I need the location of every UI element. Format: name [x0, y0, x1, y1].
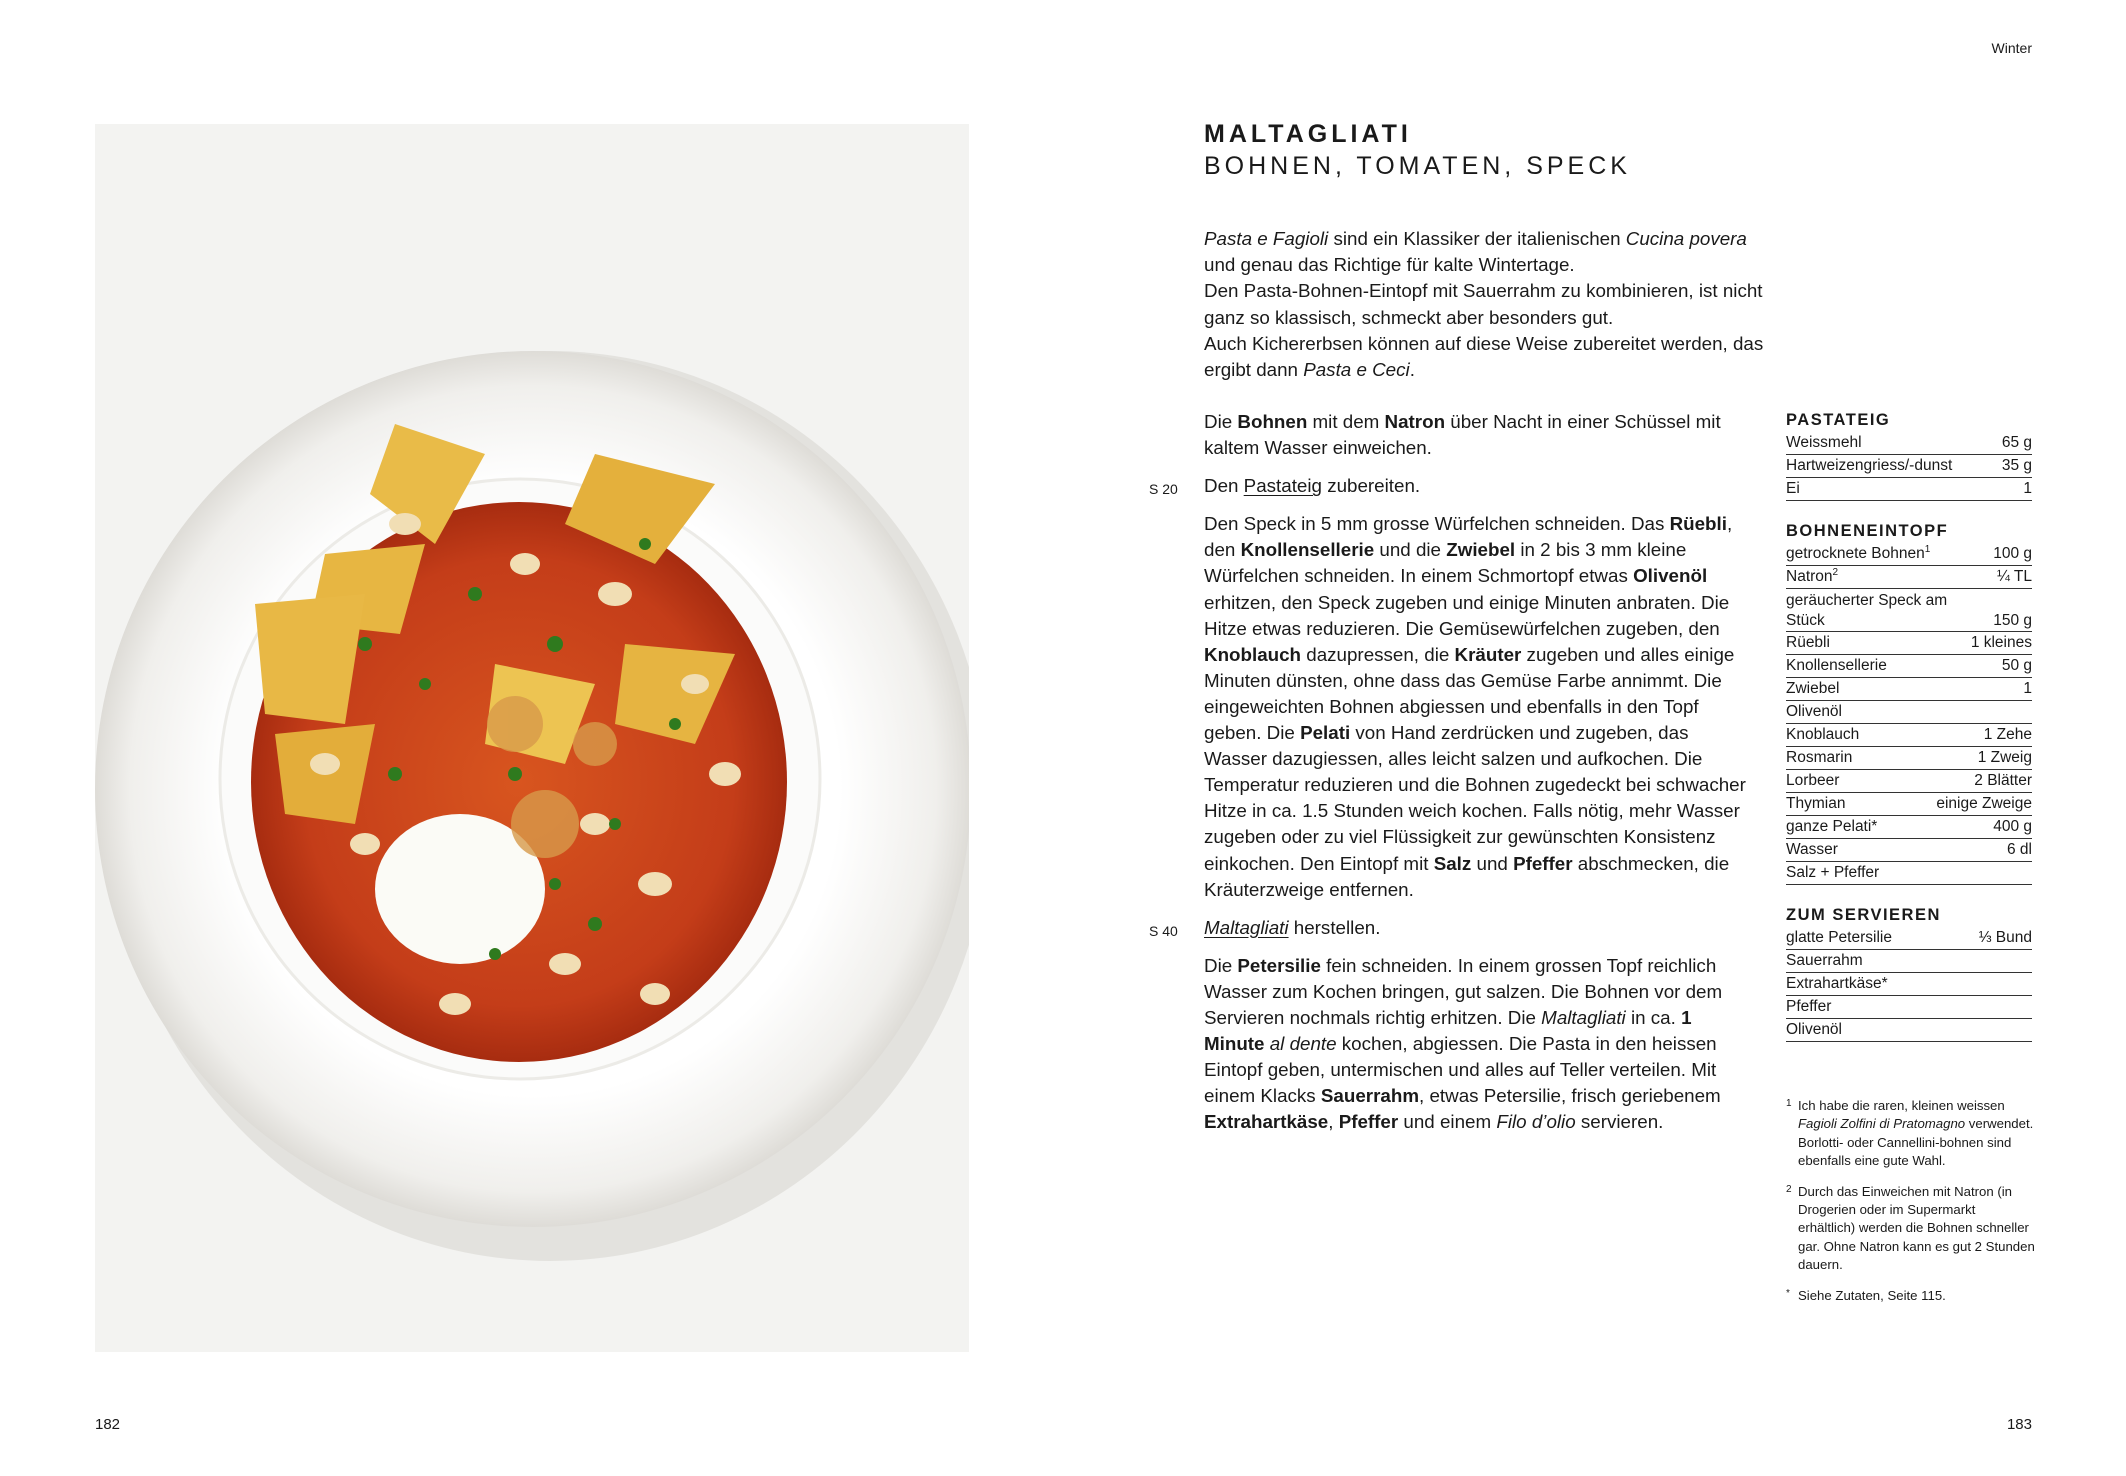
- ingredient-row: [1786, 747, 2032, 770]
- ingredient-quantity: 1 kleines: [1970, 634, 2032, 651]
- intro-italic: Pasta e Fagioli: [1204, 228, 1329, 249]
- footnote-1: 1 Ich habe die raren, kleinen weissen Fagioli Zolfini di Pratomagno verwendet. Borlotti- oder Cannellini-bohnen sind ebenfalls eine gute Wahl.: [1786, 1098, 2034, 1169]
- ingredient-group-heading: PASTATEIG: [1786, 411, 1891, 429]
- intro-text: .: [1409, 359, 1415, 381]
- maltagliati-link[interactable]: Maltagliati: [1204, 916, 1289, 938]
- ingredient-name: Lorbeer: [1786, 772, 1840, 789]
- ingredient-row: [1786, 455, 2032, 478]
- ingredient-row: [1786, 589, 2032, 632]
- ingredient-name: Hartweizengriess/-dunst: [1786, 457, 1953, 474]
- ingredient-name: Zwiebel: [1786, 680, 1840, 697]
- ingredient-row: [1786, 724, 2032, 747]
- ingredient-row: [1786, 678, 2032, 701]
- ingredient-name: getrocknete Bohnen$^1$: [1786, 543, 1931, 562]
- ingredient-list: [1786, 411, 2032, 1063]
- ingredient-row: [1786, 566, 2032, 589]
- ingredient-row: [1786, 839, 2032, 862]
- ingredient-name: Thymian: [1786, 795, 1846, 812]
- section-label: Winter: [1991, 40, 2032, 56]
- dish-illustration: [95, 124, 969, 1352]
- footnotes: [1786, 1097, 2036, 1317]
- ingredient-quantity: einige Zweige: [1936, 795, 2032, 812]
- ingredient-quantity: 50 g: [2001, 657, 2032, 674]
- page-reference: S 40: [1149, 922, 1178, 939]
- ingredient-name: Extrahartkäse*: [1786, 975, 1888, 992]
- ingredient-row: [1786, 632, 2032, 655]
- ingredient-row: [1786, 1019, 2032, 1042]
- ingredient-quantity: 1 Zweig: [1977, 749, 2032, 766]
- dish-photo: [95, 124, 969, 1352]
- ingredient-name: Sauerrahm: [1786, 952, 1863, 969]
- recipe-title-sub: BOHNEN, TOMATEN, SPECK: [1204, 152, 1631, 180]
- intro-text: und genau das Richtige für kalte Wintertage.: [1204, 254, 1575, 276]
- ingredient-name: Wasser: [1786, 841, 1838, 858]
- ingredient-row: [1786, 655, 2032, 678]
- ingredient-group-heading: BOHNENEINTOPF: [1786, 522, 1949, 540]
- intro-italic: Cucina povera: [1625, 228, 1747, 249]
- page-number-right: 183: [2006, 1416, 2032, 1433]
- ingredient-row: [1786, 478, 2032, 501]
- pastateig-link[interactable]: Pastateig: [1243, 475, 1322, 497]
- recipe-intro: [1204, 226, 1764, 383]
- footnote-2: 2 Durch das Einweichen mit Natron (in Drogerien oder im Supermarkt erhältlich) werden die Bohnen schneller gar. Ohne Natron kann es gut 2 Stunden dauern.: [1786, 1183, 2035, 1273]
- ingredient-name: Natron$^2$: [1786, 566, 1839, 585]
- ingredient-quantity: ¼ TL: [1996, 568, 2032, 585]
- ingredient-name: Salz + Pfeffer: [1786, 864, 1880, 881]
- ingredient-name: Knollensellerie: [1786, 657, 1887, 674]
- ingredient-name: Olivenöl: [1786, 703, 1842, 720]
- ingredient-name: Rosmarin: [1786, 749, 1853, 766]
- page-number-left: 182: [95, 1416, 121, 1433]
- ingredient-name: geräucherter Speck am Stück: [1786, 592, 1948, 629]
- ingredient-quantity: 35 g: [2001, 457, 2032, 474]
- recipe-method: [1149, 409, 1752, 1147]
- ingredient-name: ganze Pelati*: [1786, 818, 1878, 835]
- ingredient-quantity: 1 Zehe: [1983, 726, 2032, 743]
- ingredient-group: [1786, 906, 2032, 1042]
- footnote-marker: 2: [1832, 566, 1839, 578]
- intro-text: Den Pasta-Bohnen-Eintopf mit Sauerrahm zu kombinieren, ist nicht ganz so klassisch, schmeckt aber besonders gut.: [1204, 280, 1763, 328]
- footnote-3: * Siehe Zutaten, Seite 115.: [1786, 1287, 1946, 1303]
- ingredient-row: [1786, 973, 2032, 996]
- ingredient-group: [1786, 522, 2032, 885]
- ingredient-quantity: 6 dl: [2007, 841, 2032, 858]
- ingredient-name: Pfeffer: [1786, 998, 1832, 1015]
- ingredient-row: [1786, 816, 2032, 839]
- ingredient-quantity: 1: [2023, 480, 2032, 497]
- ingredient-quantity: 1: [2023, 680, 2032, 697]
- ingredient-row: [1786, 862, 2032, 885]
- intro-text: Auch Kichererbsen können auf diese Weise zubereitet werden, das ergibt dann: [1204, 332, 1764, 381]
- method-step-soak: Die Bohnen mit dem Natron über Nacht in einer Schüssel mit kaltem Wasser einweichen.: [1204, 411, 1721, 459]
- ingredient-name: Weissmehl: [1786, 434, 1862, 451]
- ingredient-name: Rüebli: [1786, 634, 1830, 651]
- ingredient-row: [1786, 701, 2032, 724]
- ingredient-name: Knoblauch: [1786, 726, 1860, 743]
- method-step-eintopf: Den Speck in 5 mm grosse Würfelchen schneiden. Das Rüebli, den Knollensellerie und die Zwiebel in 2 bis 3 mm kleine Würfelchen schneiden. In einem Schmortopf etwas Olivenöl erhitzen, den Speck zugeben und einige Minuten anbraten. Die Hitze etwas reduzieren. Die Gemüsewürfelchen zugeben, den Knoblauch dazupressen, die Kräuter zugeben und alles einige Minuten dünsten, ohne dass das Gemüse Farbe annimmt. Die eingeweichten Bohnen abgiessen und ebenfalls in den Topf geben. Die Pelati von Hand zerdrücken und zugeben, das Wasser dazugiessen, alles leicht salzen und aufkochen. Die Temperatur reduzieren und die Bohnen zugedeckt bei schwacher Hitze in ca. 1.5 Stunden weich kochen. Falls nötig, mehr Wasser zugeben oder zu viel Flüssigkeit zur gewünschten Konsistenz einkochen. Den Eintopf mit Salz und Pfeffer abschmecken, die Kräuterzweige entfernen.: [1204, 513, 1746, 900]
- method-step-maltagliati: S 40 Maltagliati herstellen.: [1204, 915, 1752, 941]
- page-reference: S 20: [1149, 481, 1178, 498]
- ingredient-row: [1786, 432, 2032, 455]
- ingredient-row: [1786, 927, 2032, 950]
- ingredient-row: [1786, 793, 2032, 816]
- ingredient-group-heading: ZUM SERVIEREN: [1786, 906, 1941, 924]
- footnote-marker: 1: [1924, 543, 1931, 555]
- intro-italic: Pasta e Ceci: [1303, 359, 1410, 381]
- ingredient-quantity: 100 g: [1993, 545, 2032, 562]
- method-step-serve: Die Petersilie fein schneiden. In einem grossen Topf reichlich Wasser zum Kochen bringen, gut salzen. Die Bohnen vor dem Servieren nochmals richtig erhitzen. Die Maltagliati in ca. 1 Minute al dente kochen, abgiessen. Die Pasta in den heissen Eintopf geben, untermischen und alles auf Teller verteilen. Mit einem Klacks Sauerrahm, etwas Petersilie, frisch geriebenem Extrahartkäse, Pfeffer und einem Filo d’olio servieren.: [1204, 954, 1723, 1133]
- ingredient-quantity: 150 g: [1993, 612, 2032, 629]
- ingredient-name: glatte Petersilie: [1786, 929, 1892, 946]
- ingredient-row: [1786, 770, 2032, 793]
- ingredient-row: [1786, 950, 2032, 973]
- ingredient-quantity: 400 g: [1993, 818, 2032, 835]
- ingredient-group: [1786, 411, 2032, 501]
- recipe-title: [1204, 118, 1631, 182]
- method-step-pastateig: S 20 Den Pastateig zubereiten.: [1204, 473, 1752, 499]
- ingredient-name: Ei: [1786, 480, 1800, 497]
- ingredient-row: [1786, 543, 2032, 566]
- ingredient-quantity: ⅓ Bund: [1978, 929, 2032, 946]
- recipe-title-main: MALTAGLIATI: [1204, 120, 1412, 148]
- ingredient-name: Olivenöl: [1786, 1021, 1842, 1038]
- ingredient-row: [1786, 996, 2032, 1019]
- intro-text: sind ein Klassiker der italienischen: [1328, 228, 1626, 249]
- ingredient-quantity: 2 Blätter: [1974, 772, 2032, 789]
- ingredient-quantity: 65 g: [2001, 434, 2032, 451]
